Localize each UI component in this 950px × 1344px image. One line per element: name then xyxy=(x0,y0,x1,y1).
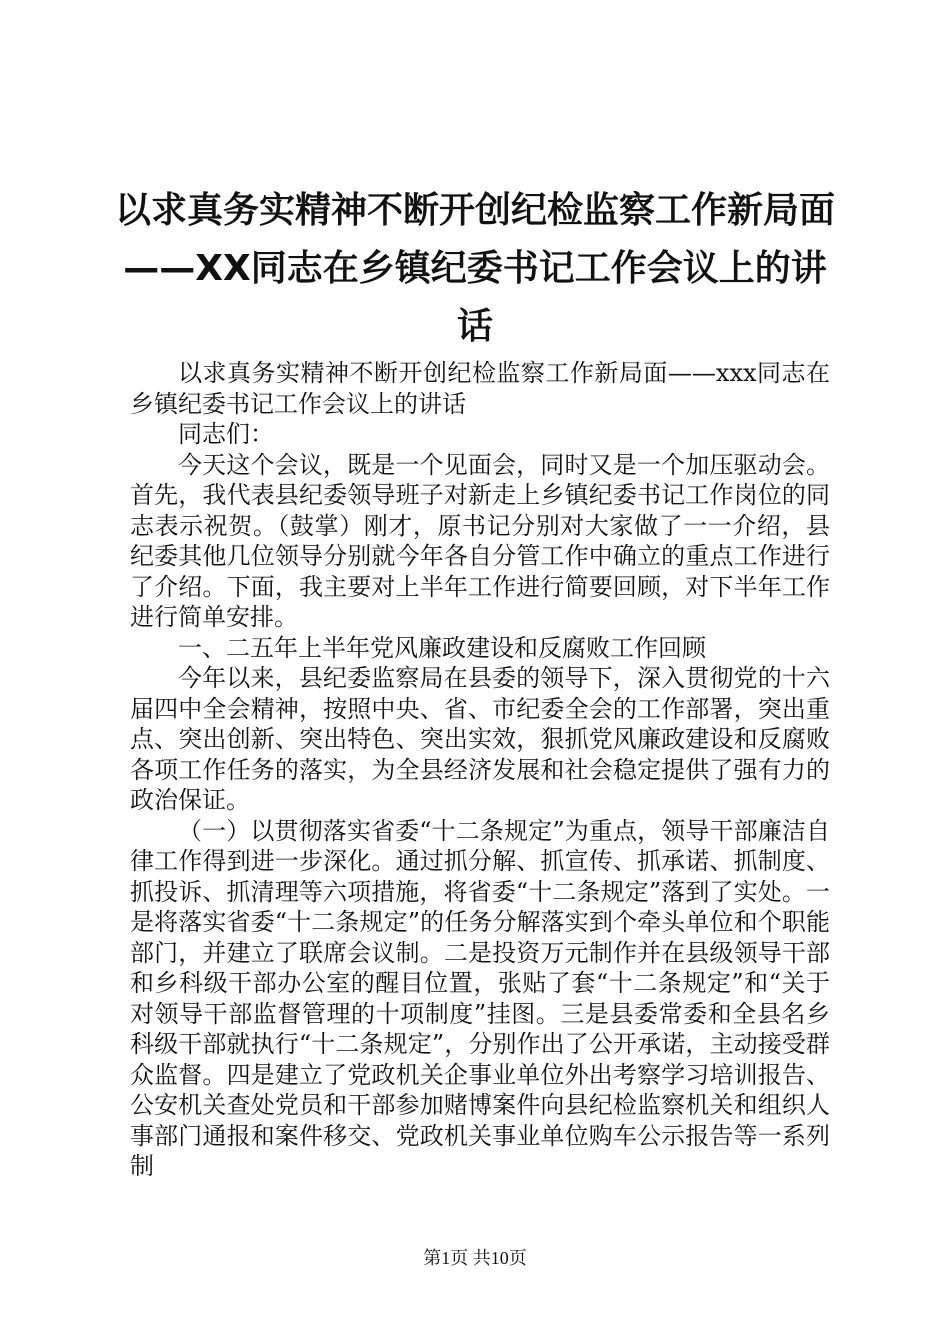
body-paragraph: 今天这个会议，既是一个见面会，同时又是一个加压驱动会。首先，我代表县纪委领导班子对新走上乡镇纪委书记工作岗位的同志表示祝贺。（鼓掌）刚才，原书记分别对大家做了一一介绍，县纪委其他几位领导分别就今年各自分管工作中确立的重点工作进行了介绍。下面，我主要对上半年工作进行简要回顾，对下半年工作进行简单安排。 xyxy=(130,450,830,631)
section-heading: 一、二五年上半年党风廉政建设和反腐败工作回顾 xyxy=(178,633,706,662)
title-line-3: 话 xyxy=(456,306,493,347)
title-line-2: ——XX同志在乡镇纪委书记工作会议上的讲 xyxy=(123,248,827,289)
page-footer: 第1页 共10页 xyxy=(423,1248,527,1268)
subtitle-paragraph: 以求真务实精神不断开创纪检监察工作新局面——xxx同志在乡镇纪委书记工作会议上的讲话 xyxy=(130,359,830,418)
salutation: 同志们： xyxy=(178,420,274,448)
body-paragraph: （一）以贯彻落实省委“十二条规定”为重点，领导干部廉洁自律工作得到进一步深化。通过抓分解、抓宣传、抓承诺、抓制度、抓投诉、抓清理等六项措施，将省委“十二条规定”落到了实处。一是将落实省委“十二条规定”的任务分解落实到个牵头单位和个职能部门，并建立了联席会议制。二是投资万元制作并在县级领导干部和乡科级干部办公室的醒目位置，张贴了套“十二条规定”和“关于对领导干部监督管理的十项制度”挂图。三是县委常委和全县名乡科级干部就执行“十二条规定”，分别作出了公开承诺，主动接受群众监督。四是建立了党政机关企事业单位外出考察学习培训报告、公安机关查处党员和干部参加赌博案件向县纪检监察机关和组织人事部门通报和案件移交、党政机关事业单位购车公示报告等一系列制 xyxy=(130,816,830,1180)
title-line-1: 以求真务实精神不断开创纪检监察工作新局面 xyxy=(114,190,835,231)
document-body xyxy=(130,358,830,1182)
document-title xyxy=(100,182,850,356)
body-paragraph: 今年以来，县纪委监察局在县委的领导下，深入贯彻党的十六届四中全会精神，按照中央、省、市纪委全会的工作部署，突出重点、突出创新、突出特色、突出实效，狠抓党风廉政建设和反腐败各项工作任务的落实，为全县经济发展和社会稳定提供了强有力的政治保证。 xyxy=(130,664,830,814)
